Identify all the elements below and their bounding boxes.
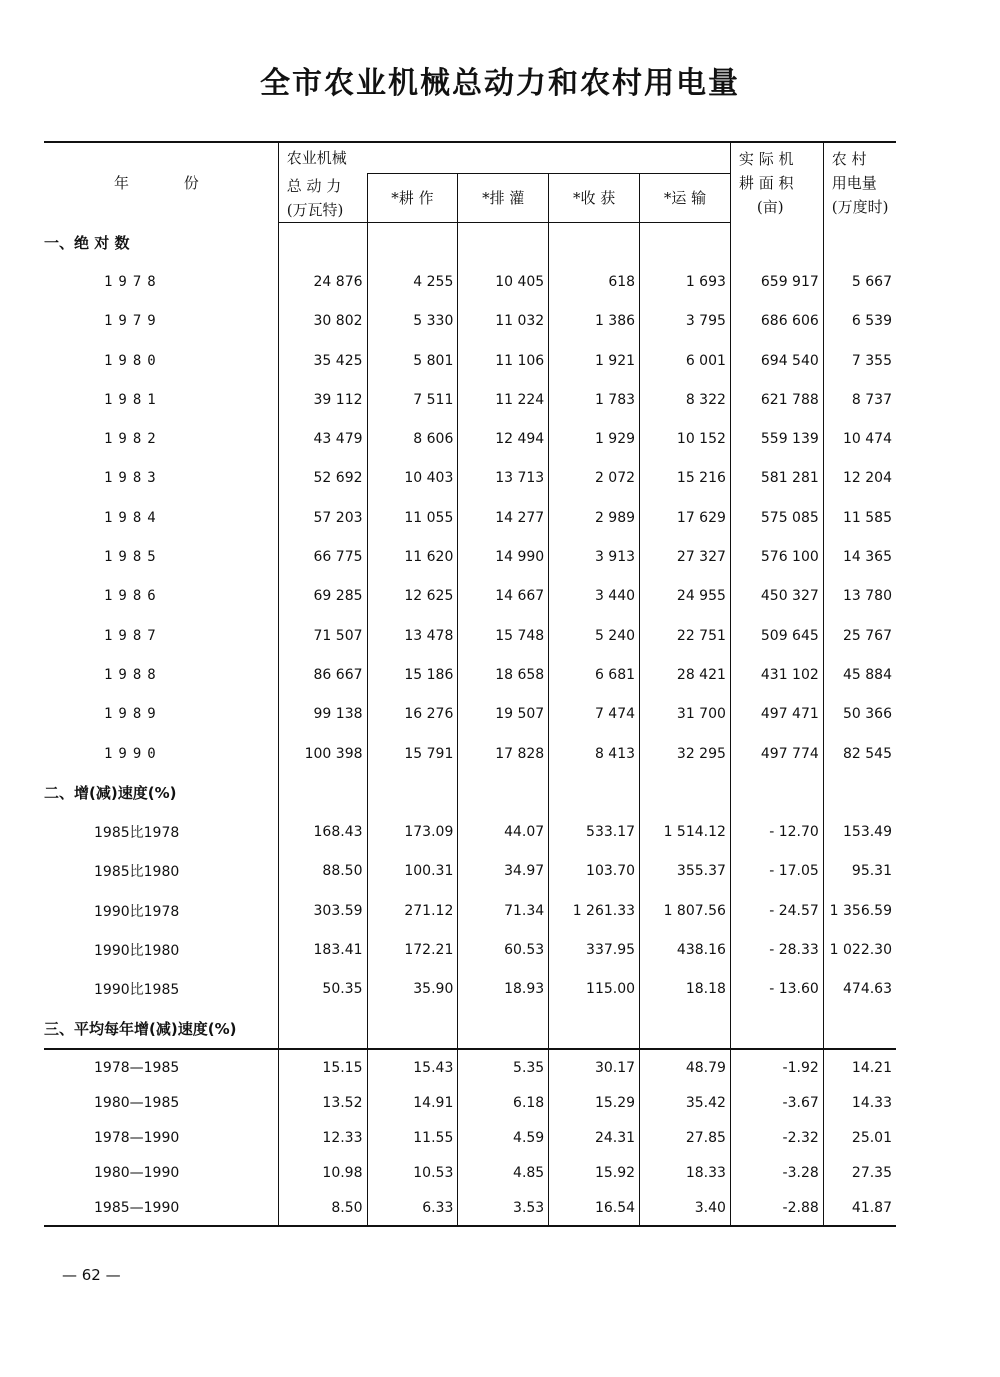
cell-irrigation: 5.35 — [458, 1049, 549, 1085]
cell-irrigation: 19 507 — [458, 695, 549, 734]
cell-tillage: 5 801 — [367, 341, 458, 380]
cell-area: - 28.33 — [730, 930, 823, 969]
cell-area: 509 645 — [730, 616, 823, 655]
cell-irrigation: 11 106 — [458, 341, 549, 380]
section-label: 二、增(减)速度(%) — [44, 784, 177, 803]
row-label: 1985—1990 — [44, 1190, 278, 1226]
cell-irrigation: 3.53 — [458, 1190, 549, 1226]
cell-total-power: 39 112 — [278, 380, 367, 419]
table-row — [44, 695, 896, 734]
cell-harvest: 6 681 — [549, 655, 640, 694]
table-row — [44, 1120, 896, 1155]
cell-area: 621 788 — [730, 380, 823, 419]
cell-irrigation: 18 658 — [458, 655, 549, 694]
cell-harvest: 1 783 — [549, 380, 640, 419]
cell-tillage: 11 620 — [367, 537, 458, 576]
header-tillage: *耕 作 — [367, 174, 458, 223]
cell-total-power: 71 507 — [278, 616, 367, 655]
cell-harvest: 8 413 — [549, 734, 640, 773]
cell-harvest: 1 386 — [549, 302, 640, 341]
header-electricity-line1: 农 村 — [831, 149, 867, 168]
empty-cell — [640, 773, 731, 812]
row-label: 1990 — [104, 745, 162, 762]
cell-total-power: 303.59 — [278, 891, 367, 930]
row-label: 1978—1985 — [94, 1059, 180, 1076]
cell-electricity: 1 022.30 — [823, 930, 896, 969]
cell-tillage: 8 606 — [367, 419, 458, 458]
table-row — [44, 537, 896, 576]
table-row — [44, 852, 896, 891]
cell-electricity: 10 474 — [823, 419, 896, 458]
section-label: 一、绝 对 数 — [44, 233, 130, 252]
cell-area: - 12.70 — [730, 812, 823, 851]
cell-tillage: 173.09 — [367, 812, 458, 851]
cell-total-power: 168.43 — [278, 812, 367, 851]
empty-cell — [730, 773, 823, 812]
cell-total-power: 52 692 — [278, 459, 367, 498]
cell-area: 497 471 — [730, 695, 823, 734]
cell-total-power: 12.33 — [278, 1120, 367, 1155]
table-header — [44, 142, 896, 223]
cell-total-power: 15.15 — [278, 1049, 367, 1085]
row-label: 1985比1978 — [94, 825, 180, 842]
cell-electricity: 14.33 — [823, 1085, 896, 1120]
header-area — [730, 142, 823, 223]
cell-transport: 1 693 — [640, 262, 731, 301]
header-year — [44, 142, 278, 223]
cell-irrigation: 14 667 — [458, 577, 549, 616]
cell-irrigation: 4.85 — [458, 1155, 549, 1190]
page-title: 全市农业机械总动力和农村用电量 — [260, 66, 740, 101]
cell-tillage: 7 511 — [367, 380, 458, 419]
row-label: 1980 — [104, 352, 162, 369]
cell-irrigation: 4.59 — [458, 1120, 549, 1155]
header-harvest: *收 获 — [549, 174, 640, 223]
cell-total-power: 24 876 — [278, 262, 367, 301]
cell-total-power: 69 285 — [278, 577, 367, 616]
cell-electricity: 8 737 — [823, 380, 896, 419]
row-label: 1980—1985 — [94, 1094, 180, 1111]
cell-electricity: 41.87 — [823, 1190, 896, 1226]
cell-irrigation: 13 713 — [458, 459, 549, 498]
row-label: 1982 — [104, 431, 162, 448]
cell-total-power: 10.98 — [278, 1155, 367, 1190]
cell-transport: 22 751 — [640, 616, 731, 655]
cell-area: 581 281 — [730, 459, 823, 498]
cell-tillage: 10.53 — [367, 1155, 458, 1190]
cell-harvest: 1 261.33 — [549, 891, 640, 930]
empty-cell — [278, 773, 367, 812]
cell-area: 576 100 — [730, 537, 823, 576]
cell-area: -2.88 — [730, 1190, 823, 1226]
cell-harvest: 30.17 — [549, 1049, 640, 1085]
row-label: 1988 — [104, 666, 162, 683]
cell-harvest: 3 913 — [549, 537, 640, 576]
cell-irrigation: 11 032 — [458, 302, 549, 341]
cell-area: 575 085 — [730, 498, 823, 537]
row-label: 1984 — [104, 509, 162, 526]
table-row — [44, 970, 896, 1009]
empty-cell — [730, 1009, 823, 1049]
table-row — [44, 419, 896, 458]
row-label: 1986 — [104, 588, 162, 605]
section-label: 三、平均每年增(减)速度(%) — [44, 1009, 278, 1049]
row-label: 1985 — [104, 549, 162, 566]
cell-tillage: 11 055 — [367, 498, 458, 537]
cell-irrigation: 60.53 — [458, 930, 549, 969]
empty-cell — [730, 223, 823, 263]
header-total-power-top — [278, 142, 730, 174]
cell-harvest: 1 929 — [549, 419, 640, 458]
table-row — [44, 812, 896, 851]
cell-electricity: 474.63 — [823, 970, 896, 1009]
header-irrigation: *排 灌 — [458, 174, 549, 223]
row-label: 1983 — [104, 470, 162, 487]
header-area-line2: 耕 面 积 — [738, 173, 794, 192]
cell-electricity: 25 767 — [823, 616, 896, 655]
empty-cell — [823, 773, 896, 812]
row-label: 1980—1990 — [94, 1164, 180, 1181]
table-row — [44, 577, 896, 616]
row-label: 1987 — [104, 627, 162, 644]
header-total-power — [278, 174, 367, 223]
cell-area: -2.32 — [730, 1120, 823, 1155]
cell-transport: 355.37 — [640, 852, 731, 891]
header-electricity — [823, 142, 896, 223]
cell-harvest: 2 072 — [549, 459, 640, 498]
empty-cell — [549, 223, 640, 263]
cell-transport: 27.85 — [640, 1120, 731, 1155]
cell-electricity: 13 780 — [823, 577, 896, 616]
cell-transport: 24 955 — [640, 577, 731, 616]
cell-total-power: 50.35 — [278, 970, 367, 1009]
cell-tillage: 13 478 — [367, 616, 458, 655]
cell-total-power: 43 479 — [278, 419, 367, 458]
header-electricity-line3: (万度时) — [831, 197, 889, 216]
cell-transport: 6 001 — [640, 341, 731, 380]
cell-tillage: 271.12 — [367, 891, 458, 930]
table-row — [44, 1049, 896, 1085]
cell-electricity: 1 356.59 — [823, 891, 896, 930]
cell-electricity: 6 539 — [823, 302, 896, 341]
header-area-line3: (亩) — [756, 197, 784, 216]
machinery-power-table — [44, 141, 896, 1227]
table-row — [44, 1085, 896, 1120]
row-label: 1985比1980 — [94, 864, 180, 881]
cell-electricity: 50 366 — [823, 695, 896, 734]
cell-harvest: 115.00 — [549, 970, 640, 1009]
cell-area: 694 540 — [730, 341, 823, 380]
section-header-row — [44, 1009, 896, 1049]
cell-total-power: 35 425 — [278, 341, 367, 380]
empty-cell — [367, 773, 458, 812]
cell-harvest: 16.54 — [549, 1190, 640, 1226]
cell-area: - 24.57 — [730, 891, 823, 930]
empty-cell — [549, 773, 640, 812]
empty-cell — [367, 223, 458, 263]
cell-irrigation: 44.07 — [458, 812, 549, 851]
cell-electricity: 27.35 — [823, 1155, 896, 1190]
cell-irrigation: 18.93 — [458, 970, 549, 1009]
cell-tillage: 5 330 — [367, 302, 458, 341]
header-total-power-line3: (万瓦特) — [286, 200, 344, 219]
cell-electricity: 14 365 — [823, 537, 896, 576]
cell-electricity: 153.49 — [823, 812, 896, 851]
cell-total-power: 13.52 — [278, 1085, 367, 1120]
cell-area: 431 102 — [730, 655, 823, 694]
header-year-label: 年 份 — [114, 173, 199, 192]
table-row — [44, 302, 896, 341]
cell-transport: 3.40 — [640, 1190, 731, 1226]
cell-electricity: 95.31 — [823, 852, 896, 891]
cell-total-power: 8.50 — [278, 1190, 367, 1226]
cell-electricity: 12 204 — [823, 459, 896, 498]
cell-transport: 18.33 — [640, 1155, 731, 1190]
cell-transport: 1 807.56 — [640, 891, 731, 930]
empty-cell — [458, 223, 549, 263]
cell-total-power: 99 138 — [278, 695, 367, 734]
cell-irrigation: 14 277 — [458, 498, 549, 537]
cell-irrigation: 17 828 — [458, 734, 549, 773]
header-total-power-line2: 总 动 力 — [286, 176, 342, 195]
cell-transport: 10 152 — [640, 419, 731, 458]
cell-transport: 18.18 — [640, 970, 731, 1009]
row-label: 1989 — [104, 706, 162, 723]
empty-cell — [278, 1009, 367, 1049]
cell-transport: 27 327 — [640, 537, 731, 576]
cell-transport: 35.42 — [640, 1085, 731, 1120]
cell-harvest: 24.31 — [549, 1120, 640, 1155]
empty-cell — [823, 223, 896, 263]
cell-tillage: 172.21 — [367, 930, 458, 969]
cell-area: 559 139 — [730, 419, 823, 458]
section-header-row — [44, 223, 896, 263]
cell-area: 497 774 — [730, 734, 823, 773]
cell-irrigation: 71.34 — [458, 891, 549, 930]
cell-transport: 3 795 — [640, 302, 731, 341]
row-label: 1990比1980 — [94, 942, 180, 959]
cell-irrigation: 14 990 — [458, 537, 549, 576]
section-header-row — [44, 773, 896, 812]
cell-irrigation: 12 494 — [458, 419, 549, 458]
cell-area: 450 327 — [730, 577, 823, 616]
table-row — [44, 262, 896, 301]
cell-area: - 17.05 — [730, 852, 823, 891]
empty-cell — [640, 223, 731, 263]
cell-tillage: 4 255 — [367, 262, 458, 301]
cell-irrigation: 6.18 — [458, 1085, 549, 1120]
cell-tillage: 11.55 — [367, 1120, 458, 1155]
cell-electricity: 11 585 — [823, 498, 896, 537]
cell-electricity: 25.01 — [823, 1120, 896, 1155]
table-row — [44, 1190, 896, 1226]
cell-harvest: 5 240 — [549, 616, 640, 655]
table-row — [44, 498, 896, 537]
cell-transport: 28 421 — [640, 655, 731, 694]
row-label: 1981 — [104, 391, 162, 408]
cell-tillage: 35.90 — [367, 970, 458, 1009]
cell-harvest: 2 989 — [549, 498, 640, 537]
cell-total-power: 88.50 — [278, 852, 367, 891]
cell-tillage: 16 276 — [367, 695, 458, 734]
table-body — [44, 223, 896, 1227]
table-row — [44, 1155, 896, 1190]
row-label: 1990比1985 — [94, 982, 180, 999]
data-table-container — [44, 141, 896, 1227]
header-area-line1: 实 际 机 — [738, 149, 794, 168]
empty-cell — [549, 1009, 640, 1049]
cell-tillage: 15 186 — [367, 655, 458, 694]
cell-harvest: 15.29 — [549, 1085, 640, 1120]
cell-harvest: 103.70 — [549, 852, 640, 891]
cell-harvest: 337.95 — [549, 930, 640, 969]
table-row — [44, 930, 896, 969]
cell-transport: 48.79 — [640, 1049, 731, 1085]
cell-electricity: 14.21 — [823, 1049, 896, 1085]
table-row — [44, 655, 896, 694]
cell-irrigation: 10 405 — [458, 262, 549, 301]
row-label: 1990比1978 — [94, 903, 180, 920]
cell-tillage: 14.91 — [367, 1085, 458, 1120]
empty-cell — [367, 1009, 458, 1049]
cell-harvest: 15.92 — [549, 1155, 640, 1190]
cell-irrigation: 11 224 — [458, 380, 549, 419]
empty-cell — [458, 773, 549, 812]
cell-total-power: 66 775 — [278, 537, 367, 576]
cell-area: -1.92 — [730, 1049, 823, 1085]
header-electricity-line2: 用电量 — [831, 173, 877, 192]
table-row — [44, 891, 896, 930]
cell-harvest: 1 921 — [549, 341, 640, 380]
cell-total-power: 183.41 — [278, 930, 367, 969]
cell-total-power: 100 398 — [278, 734, 367, 773]
cell-transport: 1 514.12 — [640, 812, 731, 851]
row-label: 1978—1990 — [94, 1129, 180, 1146]
cell-harvest: 533.17 — [549, 812, 640, 851]
header-total-power-line1: 农业机械 — [286, 149, 347, 167]
cell-total-power: 30 802 — [278, 302, 367, 341]
cell-area: 659 917 — [730, 262, 823, 301]
cell-electricity: 45 884 — [823, 655, 896, 694]
empty-cell — [458, 1009, 549, 1049]
table-row — [44, 616, 896, 655]
cell-area: 686 606 — [730, 302, 823, 341]
cell-irrigation: 34.97 — [458, 852, 549, 891]
cell-transport: 17 629 — [640, 498, 731, 537]
cell-harvest: 3 440 — [549, 577, 640, 616]
table-row — [44, 341, 896, 380]
cell-total-power: 57 203 — [278, 498, 367, 537]
header-transport: *运 输 — [640, 174, 731, 223]
cell-irrigation: 15 748 — [458, 616, 549, 655]
empty-cell — [640, 1009, 731, 1049]
row-label: 1978 — [104, 273, 162, 290]
cell-tillage: 100.31 — [367, 852, 458, 891]
table-row — [44, 734, 896, 773]
cell-tillage: 10 403 — [367, 459, 458, 498]
cell-tillage: 12 625 — [367, 577, 458, 616]
cell-area: - 13.60 — [730, 970, 823, 1009]
cell-harvest: 7 474 — [549, 695, 640, 734]
cell-transport: 31 700 — [640, 695, 731, 734]
cell-transport: 15 216 — [640, 459, 731, 498]
cell-total-power: 86 667 — [278, 655, 367, 694]
table-row — [44, 380, 896, 419]
cell-transport: 8 322 — [640, 380, 731, 419]
table-row — [44, 459, 896, 498]
cell-harvest: 618 — [549, 262, 640, 301]
cell-transport: 32 295 — [640, 734, 731, 773]
empty-cell — [823, 1009, 896, 1049]
cell-tillage: 15 791 — [367, 734, 458, 773]
cell-electricity: 7 355 — [823, 341, 896, 380]
empty-cell — [278, 223, 367, 263]
cell-electricity: 82 545 — [823, 734, 896, 773]
page-number: — 62 — — [62, 1266, 121, 1284]
cell-transport: 438.16 — [640, 930, 731, 969]
cell-tillage: 15.43 — [367, 1049, 458, 1085]
cell-area: -3.28 — [730, 1155, 823, 1190]
cell-electricity: 5 667 — [823, 262, 896, 301]
row-label: 1979 — [104, 313, 162, 330]
cell-tillage: 6.33 — [367, 1190, 458, 1226]
cell-area: -3.67 — [730, 1085, 823, 1120]
